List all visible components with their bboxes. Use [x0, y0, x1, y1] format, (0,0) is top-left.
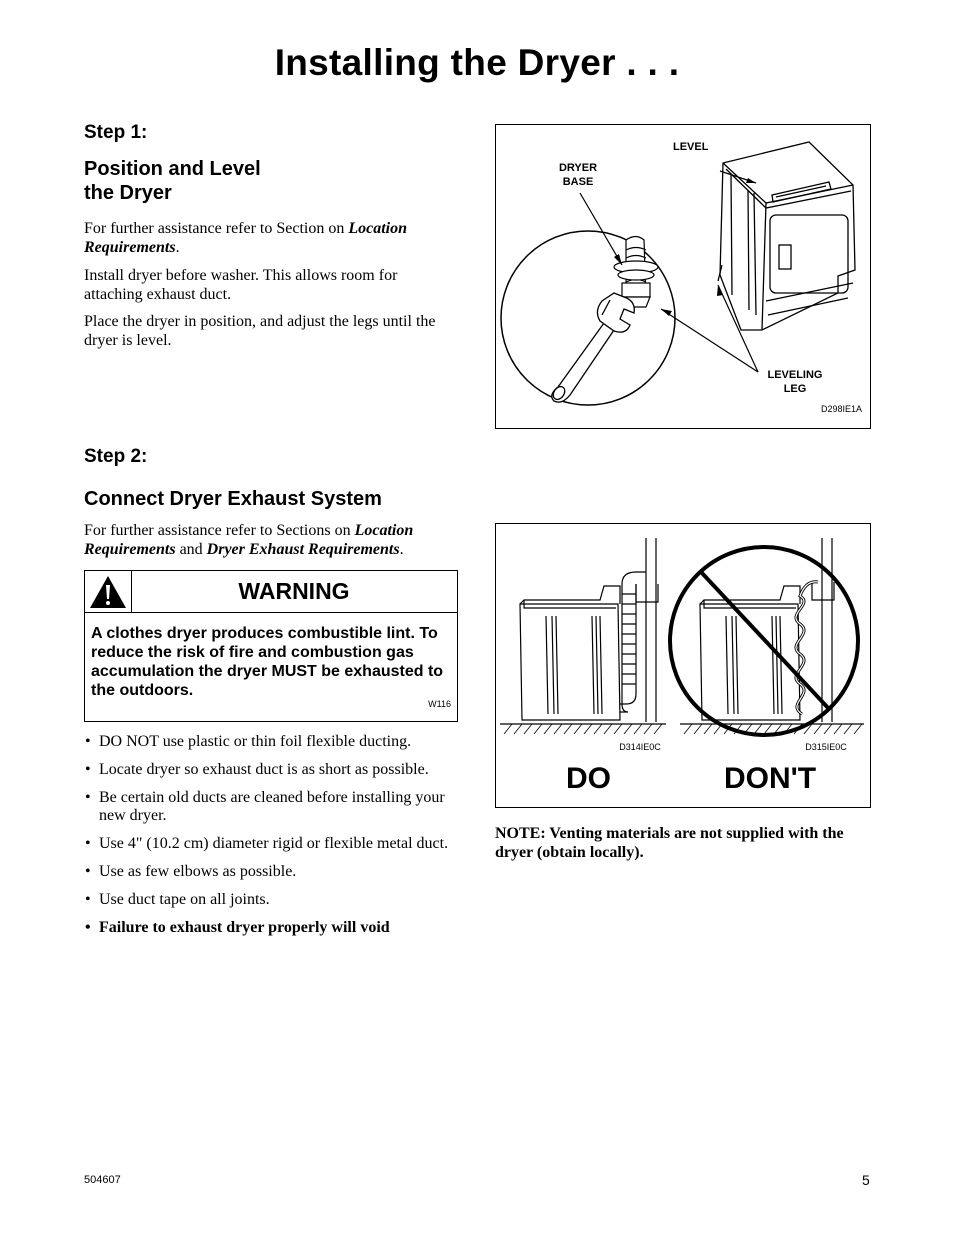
label-level: LEVEL — [673, 141, 709, 153]
warning-title: WARNING — [238, 578, 350, 604]
label-do: DO — [566, 762, 611, 795]
step2-para1 — [84, 521, 459, 559]
dont-floor-hatch — [684, 724, 862, 734]
step2-subheading: Connect Dryer Exhaust System — [84, 488, 382, 510]
step2-heading: Step 2: — [84, 446, 148, 467]
exhaust-illustration — [496, 524, 870, 807]
do-floor-hatch — [504, 724, 662, 734]
step2-para1-suffix: . — [399, 541, 404, 558]
step1-para1-suffix: . — [175, 239, 180, 256]
step2-para1-ref2: Dryer Exhaust Requirements — [206, 541, 400, 558]
step1-subheading-line2: the Dryer — [84, 182, 172, 204]
label-leveling-leg-1: LEVELING — [767, 369, 823, 381]
warning-icon-box — [85, 571, 132, 612]
list-item: • Use as few elbows as possible. — [84, 863, 464, 881]
label-leveling-leg-2: LEG — [783, 383, 807, 395]
warning-triangle-icon — [85, 571, 131, 612]
leveling-figure — [495, 124, 871, 429]
step1-subheading — [84, 157, 261, 205]
list-item: • Be certain old ducts are cleaned before installing your new dryer. — [84, 789, 464, 825]
label-dont: DON'T — [724, 762, 817, 795]
magnified-view — [501, 231, 675, 405]
list-item: • Failure to exhaust dryer properly will void — [84, 919, 464, 937]
step2-para1-mid: and — [175, 541, 207, 558]
exhaust-bullet-list — [84, 733, 464, 947]
list-item: • Locate dryer so exhaust duct is as short as possible. — [84, 761, 464, 779]
prohibition-icon — [670, 547, 858, 735]
warning-box — [84, 570, 458, 722]
step1-heading: Step 1: — [84, 122, 148, 143]
step1-para1-prefix: For further assistance refer to Section on — [84, 220, 349, 237]
list-item: • Use duct tape on all joints. — [84, 891, 464, 909]
list-item: • DO NOT use plastic or thin foil flexible ducting. — [84, 733, 464, 751]
exhaust-figure — [495, 523, 871, 808]
warning-text: A clothes dryer produces combustible lint. To reduce the risk of fire and combustion gas accumulation the dryer MUST be exhausted to the outdoors. — [91, 625, 444, 699]
step1-para3: Place the dryer in position, and adjust the legs until the dryer is level. — [84, 313, 436, 349]
label-dryer-base-2: BASE — [562, 176, 594, 188]
warning-code: W116 — [428, 699, 451, 709]
do-dryer-drawing — [500, 538, 666, 724]
figure2-code-right: D315IE0C — [805, 742, 847, 752]
dryer-drawing — [718, 142, 855, 330]
figure1-code: D298IE1A — [820, 404, 862, 414]
part-number: 504607 — [84, 1174, 121, 1186]
step1-para2: Install dryer before washer. This allows room for attaching exhaust duct. — [84, 267, 398, 303]
warning-header — [85, 571, 457, 613]
step1-subheading-line1: Position and Level — [84, 158, 261, 180]
label-dryer-base-1: DRYER — [558, 162, 598, 174]
figure2-code-left: D314IE0C — [619, 742, 661, 752]
page-title: Installing the Dryer . . . — [274, 42, 680, 83]
leveling-illustration — [496, 125, 870, 428]
step1-para1-ref: Location Requirements — [84, 220, 408, 256]
list-item: • Use 4" (10.2 cm) diameter rigid or flexible metal duct. — [84, 835, 464, 853]
venting-note: NOTE: Venting materials are not supplied with the dryer (obtain locally). — [495, 825, 844, 861]
page-number: 5 — [862, 1172, 870, 1188]
step2-para1-prefix: For further assistance refer to Sections on — [84, 522, 355, 539]
step1-para1 — [84, 219, 459, 257]
step2-para1-ref1: Location Requirements — [84, 522, 414, 558]
